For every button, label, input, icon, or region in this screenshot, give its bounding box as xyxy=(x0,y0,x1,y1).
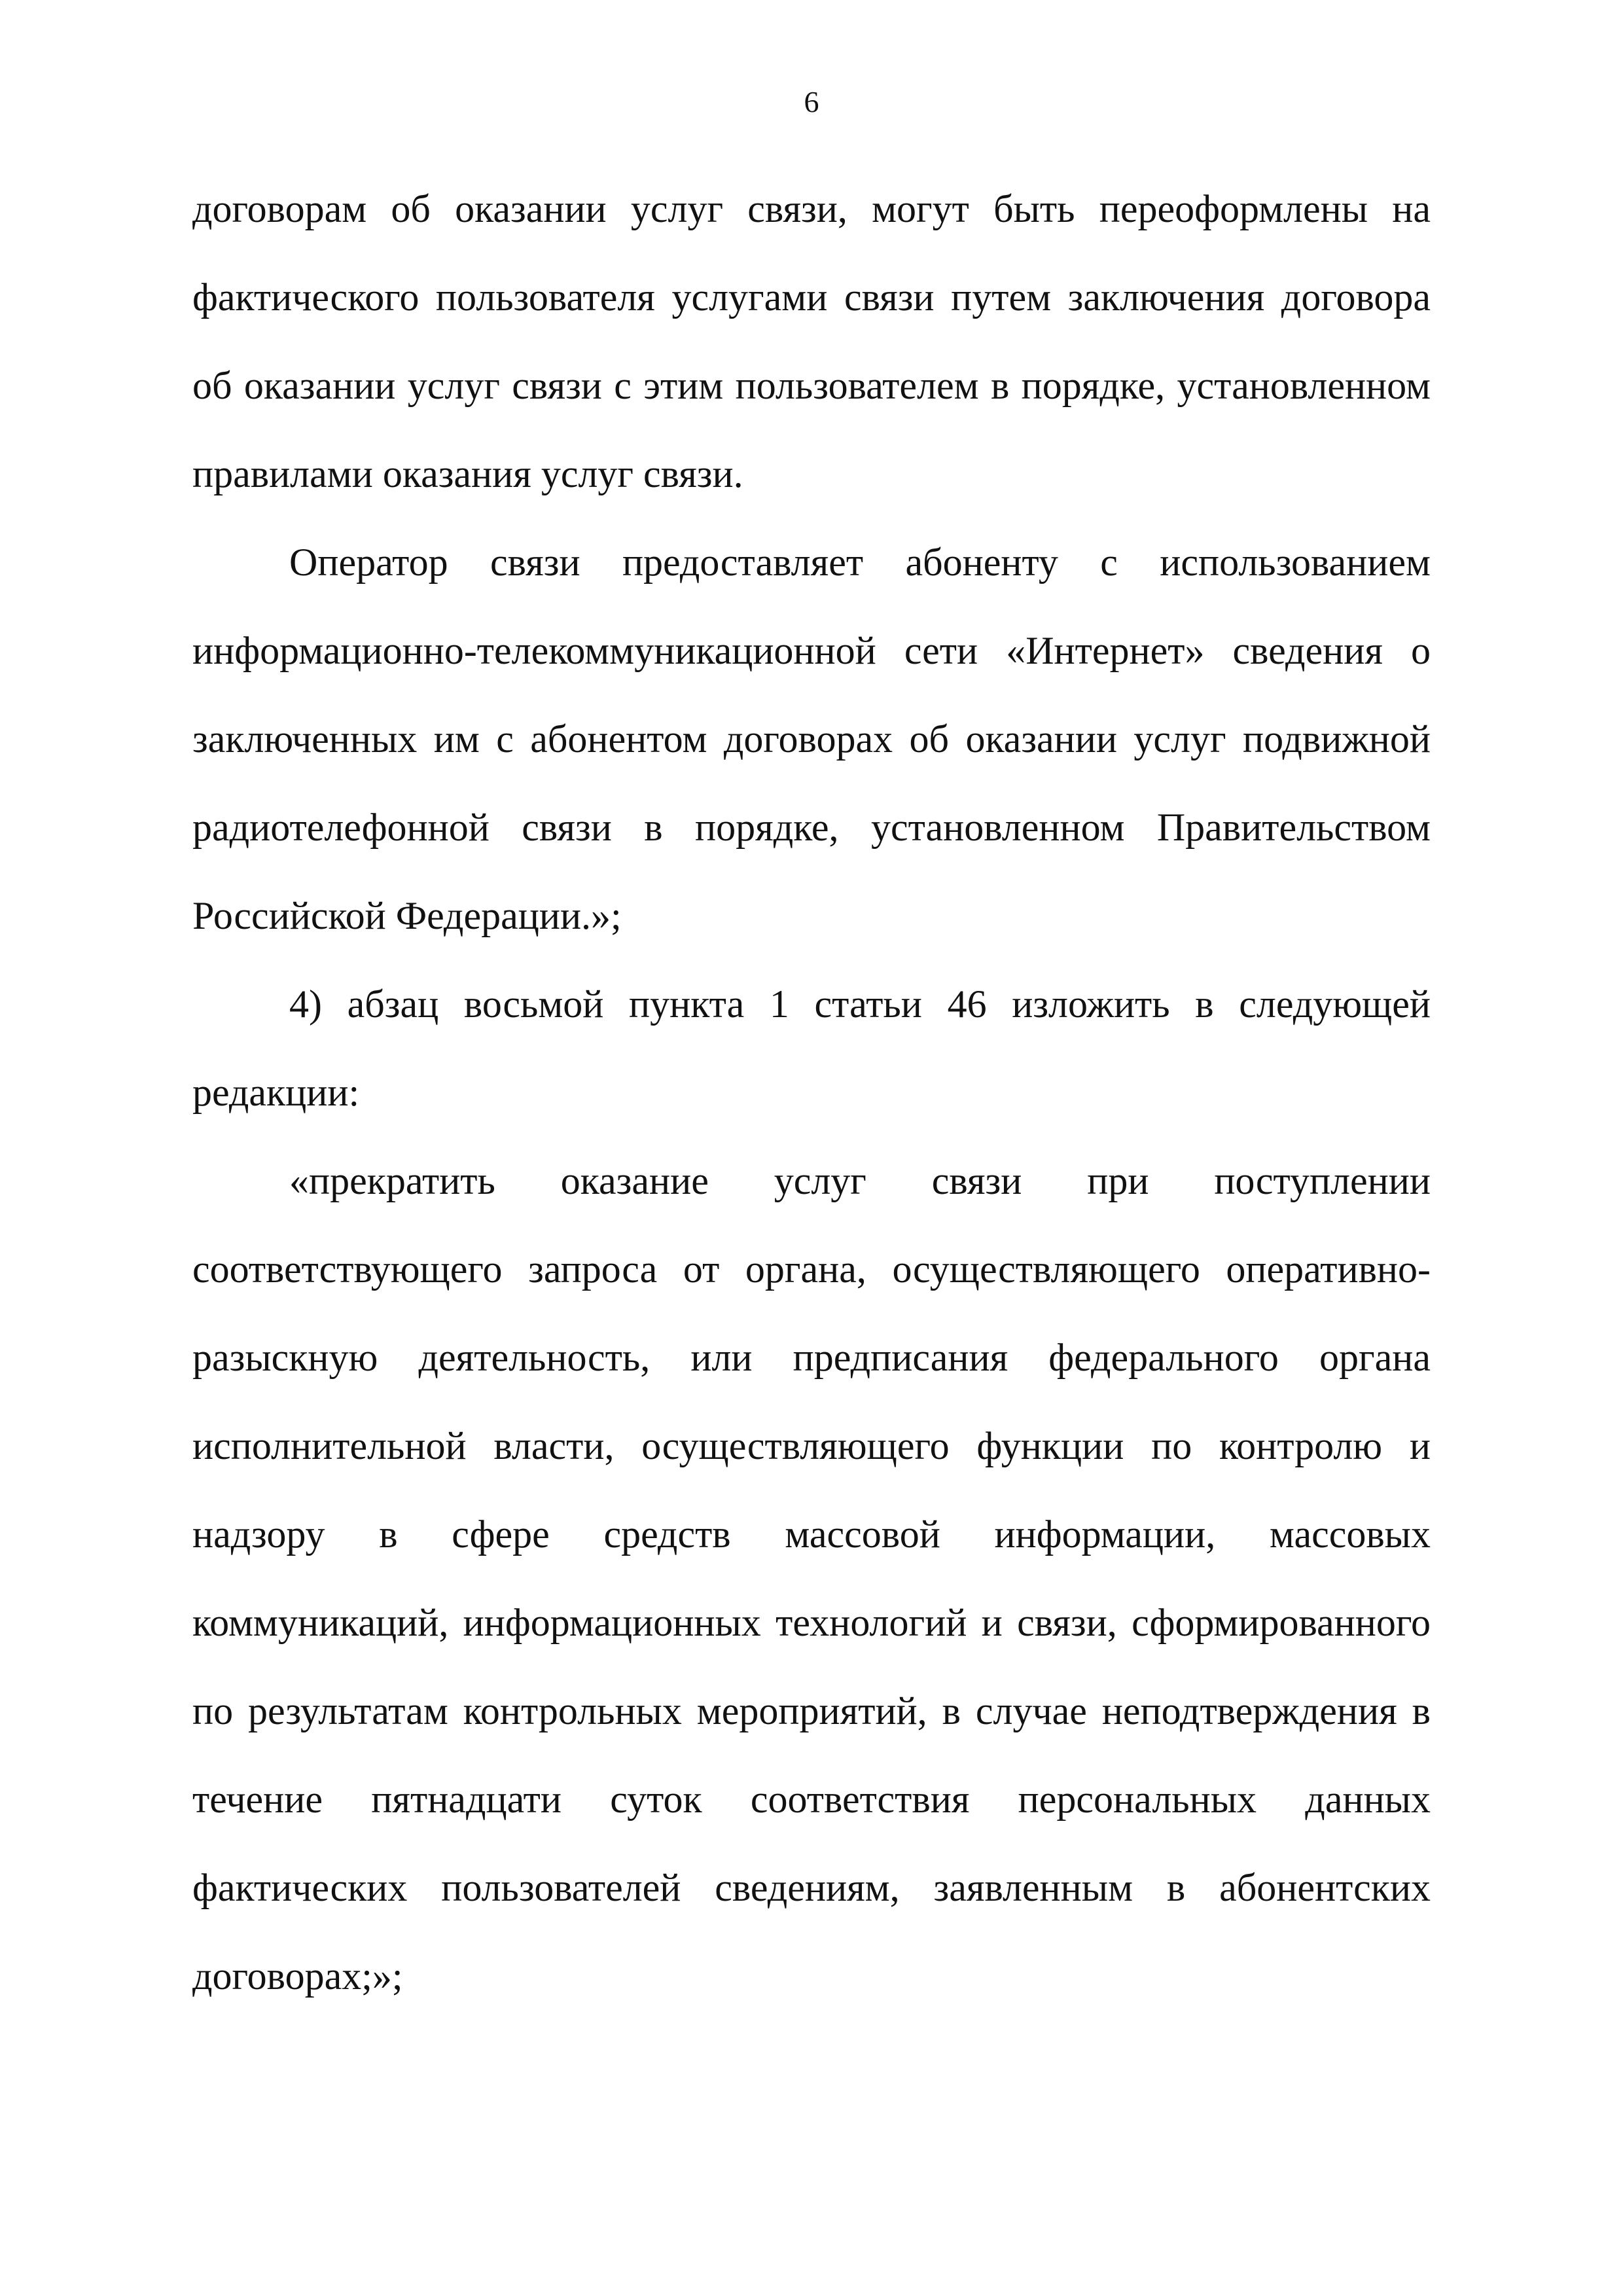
paragraph-amendment-4: 4) абзац восьмой пункта 1 статьи 46 изложить в следующей редакции: xyxy=(192,982,1431,1114)
paragraph-continuation: договорам об оказании услуг связи, могут быть переоформлены на фактического пользователя услугами связи путем заключения договора об оказании услуг связи с этим пользователем в порядке, установленном правилами оказания услуг связи. xyxy=(192,187,1431,495)
document-body xyxy=(192,165,1431,2020)
paragraph-operator-info: Оператор связи предоставляет абоненту с использованием информационно-телекоммуникационной сети «Интернет» сведения о заключенных им с абонентом договорах об оказании услуг подвижной радиотелефонной связи в порядке, установленном Правительством Российской Федерации.»; xyxy=(192,541,1431,937)
paragraph-quoted-text: «прекратить оказание услуг связи при поступлении соответствующего запроса от органа, осуществляющего оперативно-разыскную деятельность, или предписания федерального органа исполнительной власти, осуществляющего функции по контролю и надзору в сфере средств массовой информации, массовых коммуникаций, информационных технологий и связи, сформированного по результатам контрольных мероприятий, в случае неподтверждения в течение пятнадцати суток соответствия персональных данных фактических пользователей сведениям, заявленным в абонентских договорах;»; xyxy=(192,1159,1431,1998)
page-number: 6 xyxy=(804,85,819,118)
